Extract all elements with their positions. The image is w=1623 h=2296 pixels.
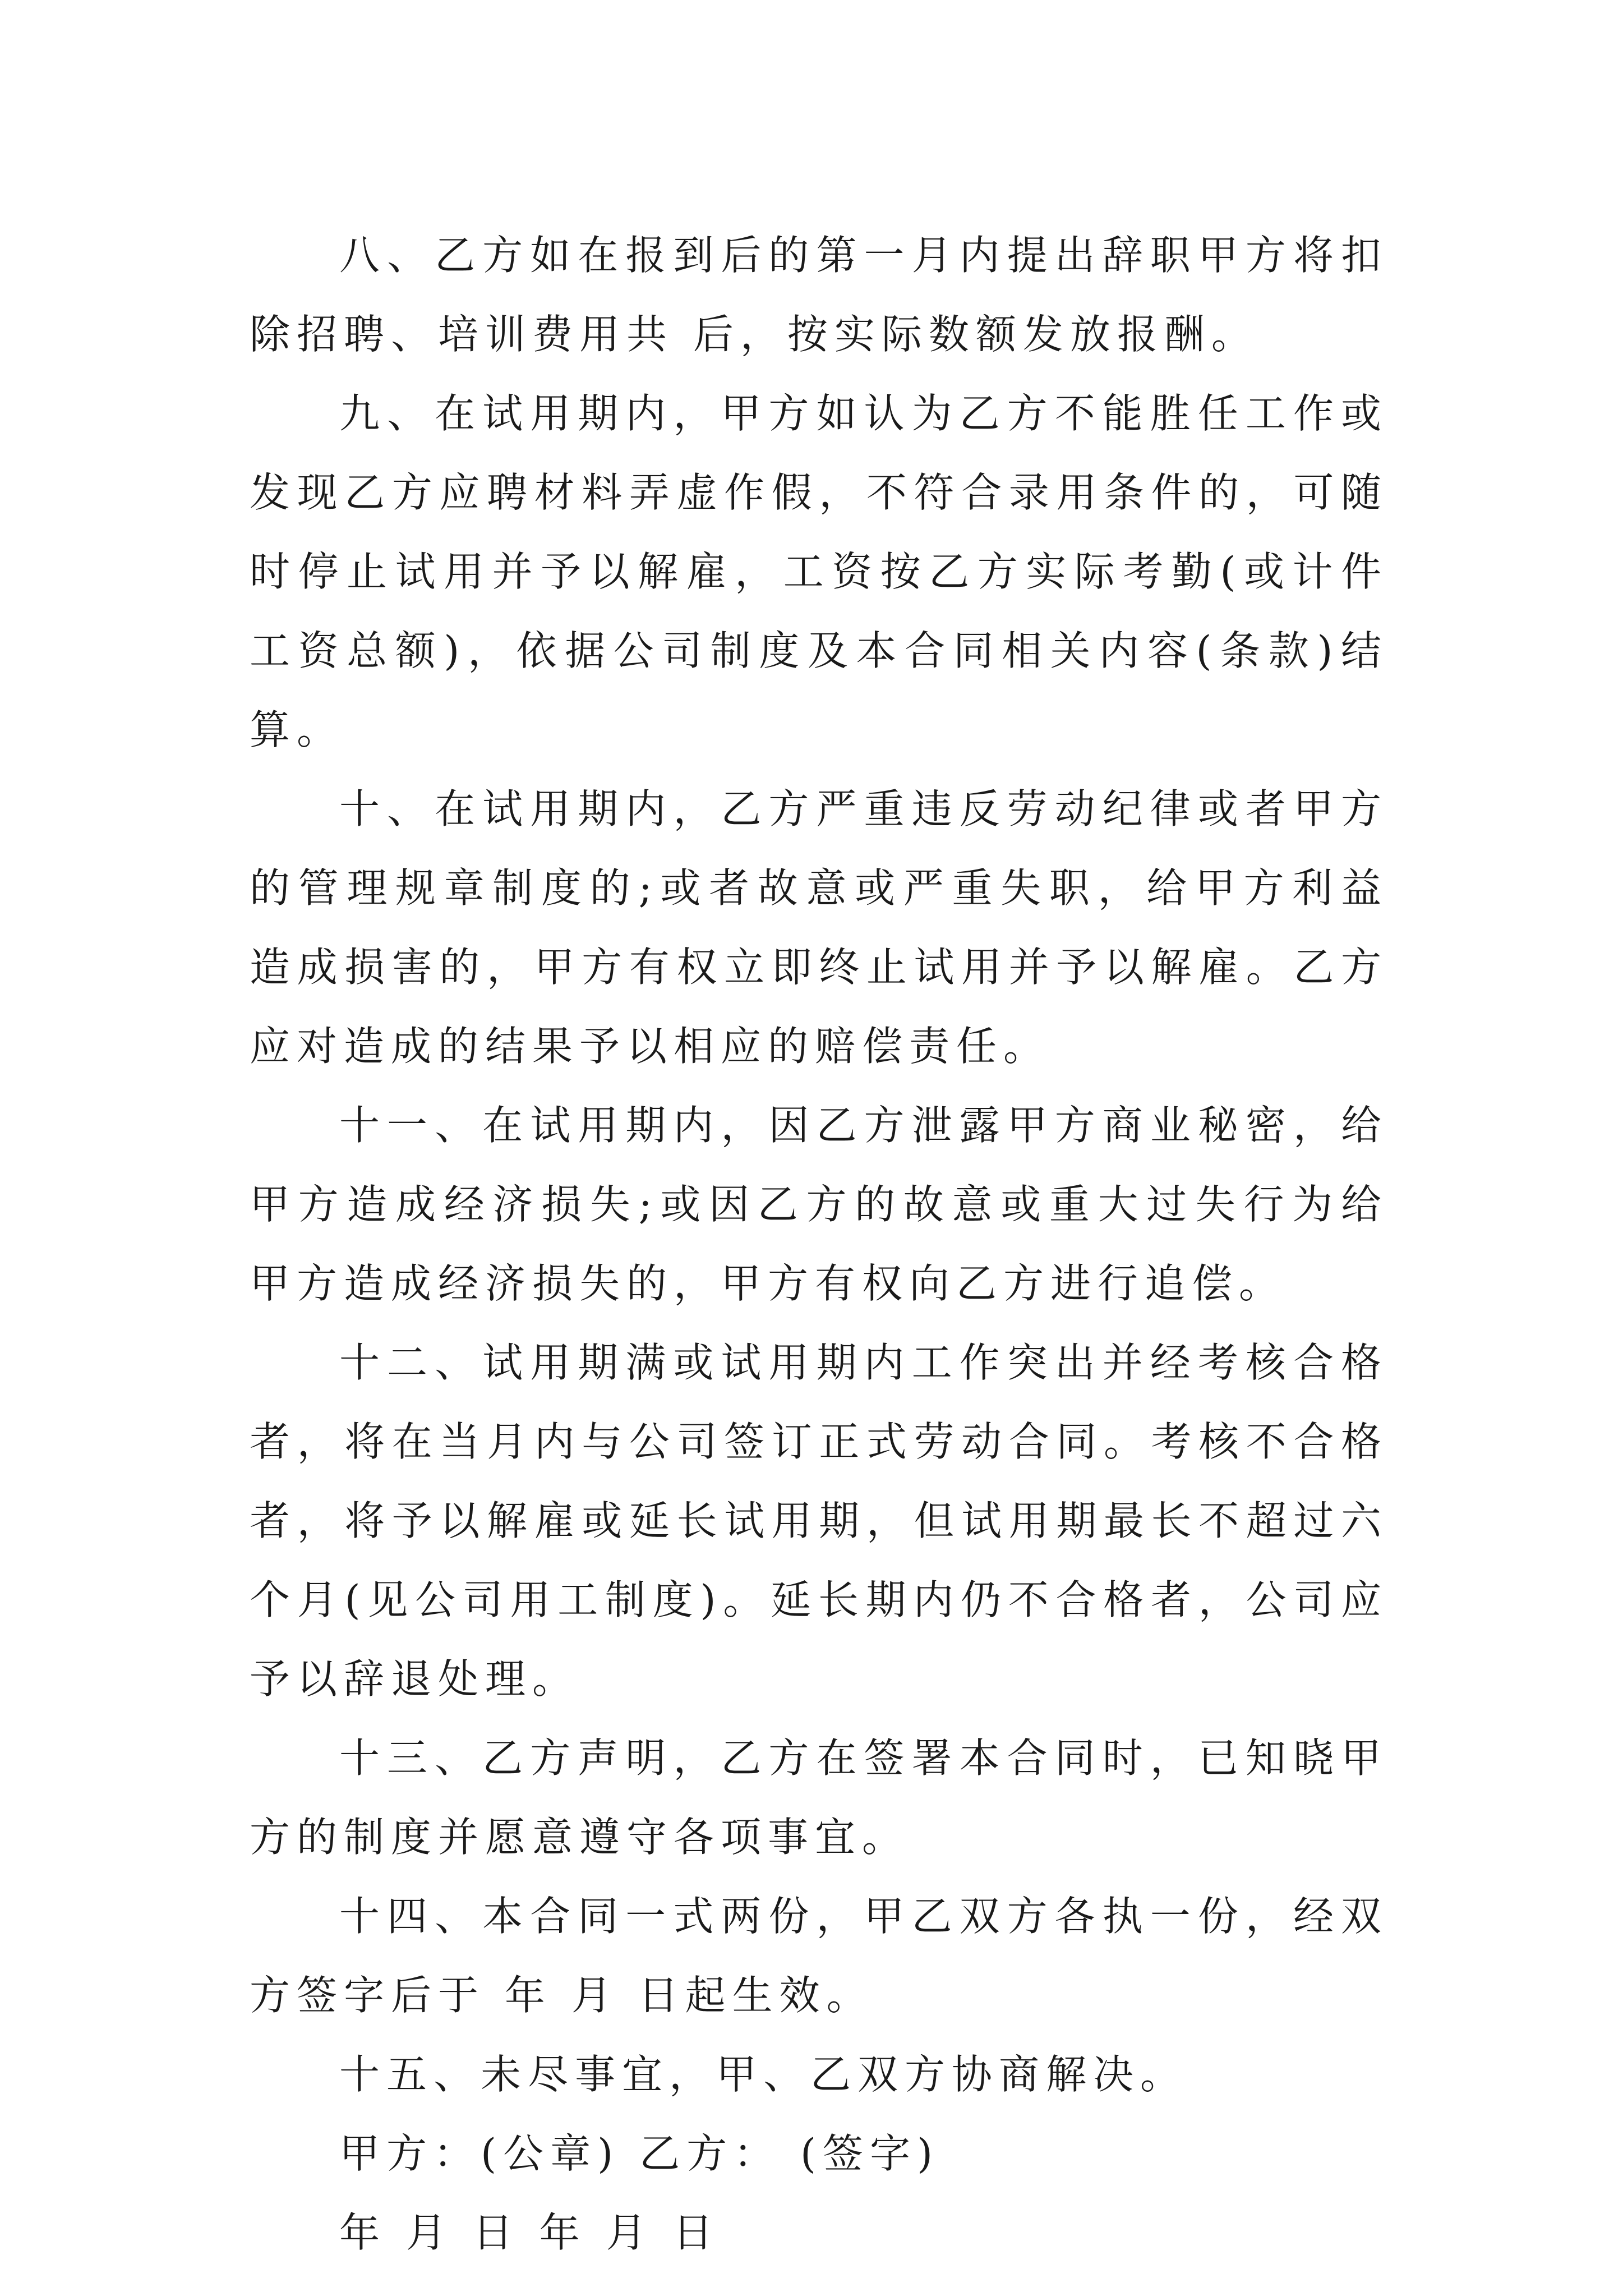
clause-11: 十一、在试用期内，因乙方泄露甲方商业秘密，给甲方造成经济损失;或因乙方的故意或重大过失行为给甲方造成经济损失的，甲方有权向乙方进行追偿。 bbox=[250, 1102, 1388, 1307]
document-body bbox=[250, 216, 1388, 2272]
clause-12: 十二、试用期满或试用期内工作突出并经考核合格者，将在当月内与公司签订正式劳动合同。考核不合格者，将予以解雇或延长试用期，但试用期最长不超过六个月(见公司用工制度)。延长期内仍不合格者，公司应予以辞退处理。 bbox=[250, 1339, 1388, 1703]
signature-line: 甲方：(公章) 乙方： (签字) bbox=[339, 2130, 940, 2177]
clause-10: 十、在试用期内，乙方严重违反劳动纪律或者甲方的管理规章制度的;或者故意或严重失职，给甲方利益造成损害的，甲方有权立即终止试用并予以解雇。乙方应对造成的结果予以相应的赔偿责任。 bbox=[250, 785, 1388, 1070]
clause-13: 十三、乙方声明，乙方在签署本合同时，已知晓甲方的制度并愿意遵守各项事宜。 bbox=[250, 1734, 1388, 1861]
date-line: 年 月 日 年 月 日 bbox=[339, 2209, 720, 2256]
clause-8: 八、乙方如在报到后的第一月内提出辞职甲方将扣除招聘、培训费用共 后，按实际数额发放报酬。 bbox=[250, 232, 1388, 358]
clause-14: 十四、本合同一式两份，甲乙双方各执一份，经双方签字后于 年 月 日起生效。 bbox=[250, 1893, 1388, 2019]
clause-9: 九、在试用期内，甲方如认为乙方不能胜任工作或发现乙方应聘材料弄虚作假，不符合录用条件的，可随时停止试用并予以解雇，工资按乙方实际考勤(或计件工资总额)，依据公司制度及本合同相关内容(条款)结算。 bbox=[250, 390, 1388, 753]
clause-15: 十五、未尽事宜，甲、乙双方协商解决。 bbox=[339, 2051, 1188, 2098]
